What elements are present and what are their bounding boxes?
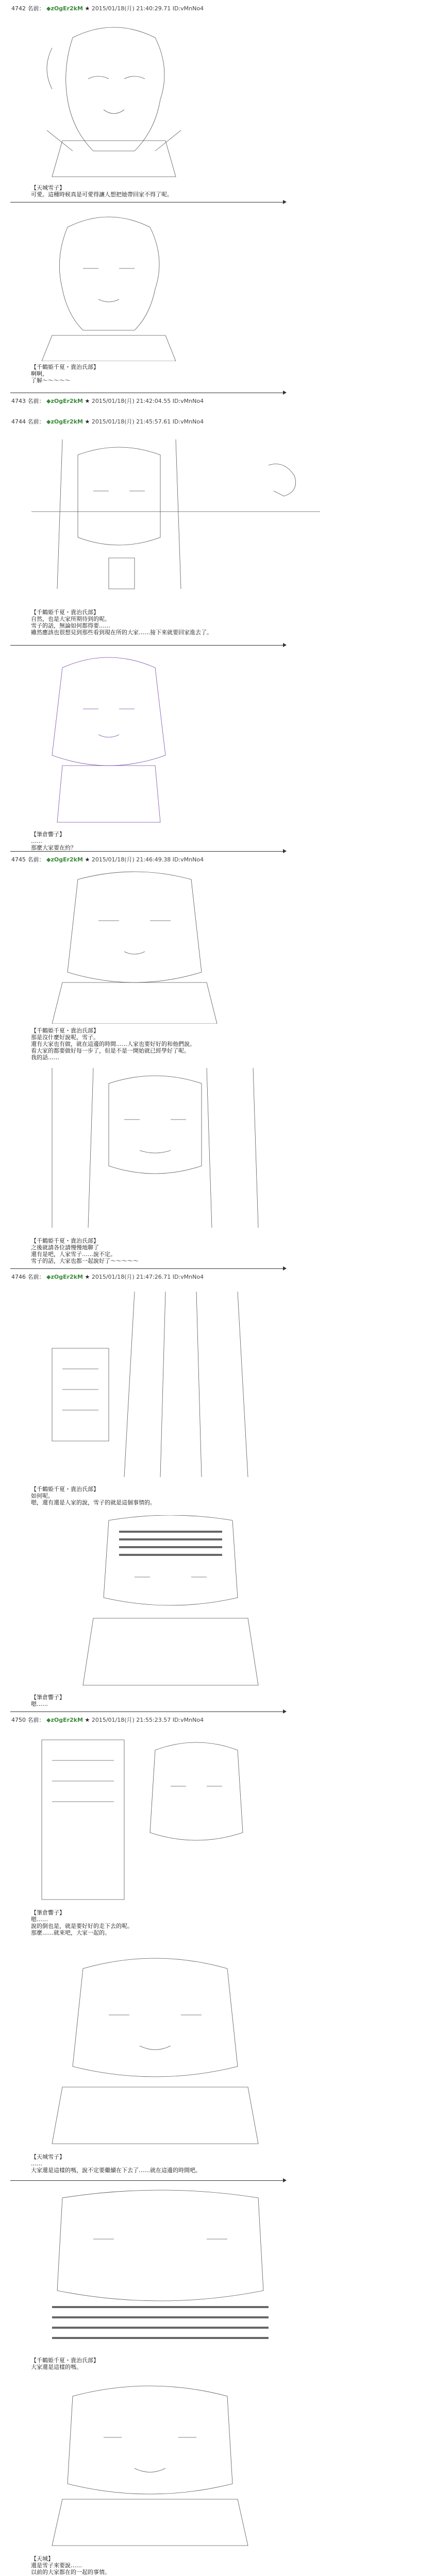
post-id: ID:vMnNo4: [172, 856, 204, 863]
post-divider: [10, 1268, 283, 1269]
post-divider: [10, 2180, 283, 2181]
speaker-name: 【筆倉響子】: [31, 831, 65, 838]
post-id: ID:vMnNo4: [172, 1274, 204, 1280]
dialogue-line: 看大家的都要做好每一步了，但是不是一開始就已經學好了呢。: [31, 1047, 190, 1054]
post-number[interactable]: 4745: [11, 856, 26, 863]
ascii-art-drawing: [31, 212, 186, 361]
speaker-name: 【千鶴姫千夏・貴治氏部】: [31, 609, 99, 616]
post-date: 2015/01/18(月) 21:45:57.61: [91, 418, 171, 425]
ascii-art-drawing: [31, 1515, 310, 1690]
dialogue-line: 我的話……: [31, 1054, 59, 1061]
dialogue-line: 那麼……就來吧，大家一起的。: [31, 1929, 110, 1936]
post-id: ID:vMnNo4: [172, 1717, 204, 1723]
post-date: 2015/01/18(月) 21:55:23.57: [91, 1717, 171, 1723]
post-date: 2015/01/18(月) 21:40:29.71: [91, 5, 171, 12]
post-header: 4745 名前： ◆zOgEr2kM ★ 2015/01/18(月) 21:46:49.38 ID:vMnNo4: [11, 856, 204, 863]
dialogue-line: ……: [31, 2160, 42, 2167]
post-caption: [31, 1909, 133, 1936]
ascii-art-drawing: [31, 434, 320, 604]
post-number[interactable]: 4743: [11, 398, 26, 404]
post-name-label: 名前: [27, 418, 39, 425]
ascii-art-drawing: [31, 2188, 289, 2352]
dialogue-line: 雪子的話，無論如何都得要……: [31, 622, 110, 629]
dialogue-line: 說的倒也是，就是要好好的走下去的呢。: [31, 1923, 133, 1929]
post-caption: [31, 831, 76, 851]
ascii-art-drawing: [31, 1730, 269, 1905]
post-caption: [31, 1694, 65, 1707]
dialogue-line: 之後就請各位請慢慢地聊了: [31, 1244, 99, 1251]
post-name-label: 名前: [27, 856, 39, 863]
ascii-art-drawing: [31, 17, 196, 182]
ascii-art: [31, 2187, 290, 2353]
post-name-label: 名前: [27, 1274, 39, 1280]
post-mark: ★: [85, 1717, 90, 1723]
ascii-art: [31, 16, 197, 182]
speaker-name: 【千鶴姫千夏・貴治氏部】: [31, 1486, 99, 1493]
dialogue-line: 還是雪子來要說……: [31, 2562, 82, 2569]
post-header: 4750 名前： ◆zOgEr2kM ★ 2015/01/18(月) 21:55:23.57 ID:vMnNo4: [11, 1717, 204, 1723]
ascii-art: [31, 1062, 279, 1233]
speaker-name: 【天城】: [31, 2555, 54, 2562]
speaker-name: 【千鶴姫千夏・貴治氏部】: [31, 364, 99, 370]
post-id: ID:vMnNo4: [172, 418, 204, 425]
post-trip: ◆zOgEr2kM: [46, 1717, 83, 1723]
speaker-name: 【千鶴姫千夏・貴治氏部】: [31, 1238, 99, 1244]
post-trip: ◆zOgEr2kM: [46, 418, 83, 425]
post-trip: ◆zOgEr2kM: [46, 5, 83, 12]
dialogue-line: 了解～～～～～: [31, 377, 71, 384]
post-divider: [10, 1711, 283, 1712]
ascii-art: [31, 434, 321, 605]
dialogue-line: 可愛。這種時候真是可愛得讓人想把她帶回家不得了呢。: [31, 191, 173, 198]
post-header: 4743 名前： ◆zOgEr2kM ★ 2015/01/18(月) 21:42:04.55 ID:vMnNo4: [11, 398, 204, 404]
speaker-name: 【筆倉響子】: [31, 1909, 65, 1916]
post-name-label: 名前: [27, 1717, 39, 1723]
dialogue-line: 以前的大家都在的一起的事情。: [31, 2569, 110, 2575]
dialogue-line: 那麼大家要在約？: [31, 844, 76, 851]
ascii-art: [31, 652, 187, 828]
dialogue-line: 還有大家也有做，就在這邊的時間……人家也要好好的和他們說。: [31, 1041, 195, 1047]
post-divider: [10, 645, 283, 646]
ascii-art-drawing: [31, 652, 186, 827]
post-caption: [31, 1486, 156, 1506]
ascii-art-drawing: [31, 1063, 279, 1233]
post-number[interactable]: 4744: [11, 418, 26, 425]
post-caption: [31, 1027, 195, 1061]
dialogue-line: 雖然應該也很想見到那些看到現在所的大家……接下來就要回家進去了。: [31, 629, 212, 636]
post-name-label: 名前: [27, 398, 39, 404]
post-trip: ◆zOgEr2kM: [46, 1274, 83, 1280]
dialogue-line: 嗯……: [31, 1701, 48, 1707]
post-id: ID:vMnNo4: [172, 5, 204, 12]
dialogue-line: 那是沒什麼好說呢，雪子。: [31, 1034, 99, 1041]
post-mark: ★: [85, 398, 90, 404]
dialogue-line: ……: [31, 838, 42, 844]
post-mark: ★: [85, 5, 90, 12]
dialogue-line: 啊啊，: [31, 370, 48, 377]
speaker-name: 【千鶴姫千夏・貴治氏部】: [31, 1027, 99, 1034]
post-mark: ★: [85, 418, 90, 425]
ascii-art-drawing: [31, 2381, 269, 2551]
dialogue-line: 還有是吧，人家雪子……說不定。: [31, 1251, 116, 1258]
speaker-name: 【千鶴姫千夏・貴治氏部】: [31, 2357, 99, 2364]
dialogue-line: 如何呢。: [31, 1493, 54, 1499]
post-header: 4746 名前： ◆zOgEr2kM ★ 2015/01/18(月) 21:47:26.71 ID:vMnNo4: [11, 1274, 204, 1280]
ascii-art: [31, 869, 259, 1024]
dialogue-line: 自然，也是大家所期待到的呢。: [31, 616, 110, 622]
ascii-art: [31, 211, 187, 362]
post-caption: [31, 609, 212, 636]
ascii-art: [31, 1286, 310, 1483]
post-mark: ★: [85, 856, 90, 863]
dialogue-line: 大家還是這樣的嗎。: [31, 2364, 82, 2370]
dialogue-line: 雪子的話，大家也都一起說好了～～～～～: [31, 1258, 139, 1264]
post-header: 4744 名前： ◆zOgEr2kM ★ 2015/01/18(月) 21:45:57.61 ID:vMnNo4: [11, 418, 204, 425]
ascii-art-drawing: [31, 1286, 310, 1482]
post-caption: [31, 364, 99, 384]
post-id: ID:vMnNo4: [172, 398, 204, 404]
post-mark: ★: [85, 1274, 90, 1280]
post-caption: [31, 2555, 110, 2575]
speaker-name: 【筆倉響子】: [31, 1694, 65, 1701]
ascii-art: [31, 1729, 269, 1905]
post-caption: [31, 2154, 201, 2174]
dialogue-line: 大家還是這樣的嗎，說不定要繼續在下去了……就在這邊的時間吧。: [31, 2167, 201, 2174]
speaker-name: 【天城雪子】: [31, 184, 65, 191]
post-number[interactable]: 4750: [11, 1717, 26, 1723]
post-caption: [31, 184, 173, 198]
post-header: 4742 名前： ◆zOgEr2kM ★ 2015/01/18(月) 21:40:29.71 ID:vMnNo4: [11, 5, 204, 12]
dialogue-line: 嗯，還有還是人家的說，雪子的就是這個事情的。: [31, 1499, 156, 1506]
ascii-art: [31, 2380, 269, 2551]
speaker-name: 【天城雪子】: [31, 2154, 65, 2160]
post-date: 2015/01/18(月) 21:47:26.71: [91, 1274, 171, 1280]
post-divider: [10, 851, 283, 852]
post-trip: ◆zOgEr2kM: [46, 398, 83, 404]
post-number[interactable]: 4742: [11, 5, 26, 12]
post-caption: [31, 2357, 99, 2370]
ascii-art: [31, 1515, 310, 1691]
dialogue-line: 嗯……: [31, 1916, 48, 1923]
post-name-label: 名前: [27, 5, 39, 12]
post-trip: ◆zOgEr2kM: [46, 856, 83, 863]
post-date: 2015/01/18(月) 21:42:04.55: [91, 398, 171, 404]
ascii-art-drawing: [31, 1953, 279, 2149]
post-number[interactable]: 4746: [11, 1274, 26, 1280]
post-date: 2015/01/18(月) 21:46:49.38: [91, 856, 171, 863]
post-caption: [31, 1238, 139, 1264]
ascii-art-drawing: [31, 869, 258, 1024]
ascii-art: [31, 1953, 279, 2149]
